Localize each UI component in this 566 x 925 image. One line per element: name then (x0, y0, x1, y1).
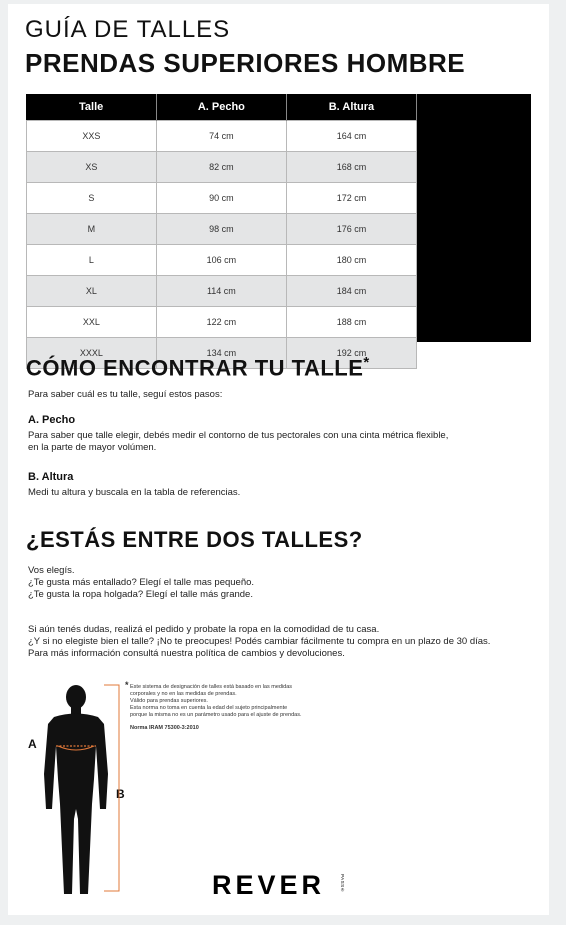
chest-instructions-line2: en la parte de mayor volúmen. (28, 442, 157, 453)
cell-height: 176 cm (286, 214, 416, 245)
guide-title: GUÍA DE TALLES (25, 16, 231, 43)
header-size: Talle (27, 94, 157, 121)
between-line-6: Para más información consultá nuestra política de cambios y devoluciones. (28, 648, 345, 659)
note-norma: Norma IRAM 75300-3:2010 (130, 725, 199, 731)
standards-note (125, 680, 340, 732)
height-instructions: Medi tu altura y buscala en la tabla de referencias. (28, 487, 241, 498)
between-line-1: Vos elegís. (28, 565, 75, 576)
cell-size: M (27, 214, 157, 245)
figure-label-b: B (116, 787, 125, 801)
between-line-4: Si aún tenés dudas, realizá el pedido y probate la ropa en la comodidad de tu casa. (28, 624, 380, 635)
cell-size: XS (27, 152, 157, 183)
cell-height: 188 cm (286, 307, 416, 338)
how-to-intro: Para saber cuál es tu talle, seguí estos pasos: (28, 389, 223, 400)
note-line-5: porque la misma no es un parámetro usado para el ajuste de prendas. (130, 712, 302, 718)
brand-logo: REVER (212, 870, 326, 900)
height-heading: B. Altura (28, 471, 74, 483)
cell-height: 180 cm (286, 245, 416, 276)
cell-height: 192 cm (286, 338, 416, 369)
brand-logo-small: PASS® (340, 874, 345, 894)
note-line-2: corporales y no en las medidas de prendas. (130, 691, 237, 697)
how-to-title (26, 354, 370, 381)
table-row (27, 307, 417, 338)
size-table (26, 94, 417, 369)
cell-height: 184 cm (286, 276, 416, 307)
table-header-row (27, 94, 417, 121)
cell-chest: 114 cm (156, 276, 286, 307)
between-line-3: ¿Te gusta la ropa holgada? Elegí el talle más grande. (28, 589, 253, 600)
table-row (27, 183, 417, 214)
cell-chest: 122 cm (156, 307, 286, 338)
between-line-2: ¿Te gusta más entallado? Elegí el talle mas pequeño. (28, 577, 255, 588)
cell-size: XXS (27, 121, 157, 152)
table-row (27, 245, 417, 276)
chest-heading: A. Pecho (28, 414, 76, 426)
note-line-1: Este sistema de designación de talles está basado en las medidas (130, 684, 293, 690)
note-asterisk: * (125, 680, 129, 690)
guide-subtitle: PRENDAS SUPERIORES HOMBRE (25, 48, 466, 78)
table-row (27, 214, 417, 245)
cell-height: 168 cm (286, 152, 416, 183)
how-to-title-text: CÓMO ENCONTRAR TU TALLE (26, 355, 364, 381)
size-guide-sheet (8, 4, 549, 915)
note-line-4: Esta norma no toma en cuenta la edad del sujeto principalmente (130, 705, 288, 711)
cell-chest: 90 cm (156, 183, 286, 214)
cell-chest: 106 cm (156, 245, 286, 276)
cell-chest: 98 cm (156, 214, 286, 245)
cell-chest: 82 cm (156, 152, 286, 183)
table-row (27, 121, 417, 152)
header-height: B. Altura (286, 94, 416, 121)
figure-label-a: A (28, 737, 37, 751)
cell-size: XXXL (27, 338, 157, 369)
how-to-title-mark: * (363, 354, 370, 371)
cell-chest: 134 cm (156, 338, 286, 369)
chest-instructions-line1: Para saber que talle elegir, debés medir el contorno de tus pectorales con una cinta métrica flexible, (28, 430, 449, 441)
table-row (27, 152, 417, 183)
cell-chest: 74 cm (156, 121, 286, 152)
cell-height: 164 cm (286, 121, 416, 152)
cell-size: S (27, 183, 157, 214)
size-table-container (26, 94, 531, 358)
cell-size: XXL (27, 307, 157, 338)
cell-size: L (27, 245, 157, 276)
body-silhouette-icon (36, 680, 136, 894)
between-line-5: ¿Y si no elegiste bien el talle? ¡No te preocupes! Podés cambiar fácilmente tu compra en un plazo de 30 días. (28, 636, 491, 647)
cell-size: XL (27, 276, 157, 307)
cell-height: 172 cm (286, 183, 416, 214)
header-chest: A. Pecho (156, 94, 286, 121)
note-line-3: Válido para prendas superiores. (130, 698, 208, 704)
between-sizes-title: ¿ESTÁS ENTRE DOS TALLES? (26, 527, 363, 552)
table-row (27, 276, 417, 307)
